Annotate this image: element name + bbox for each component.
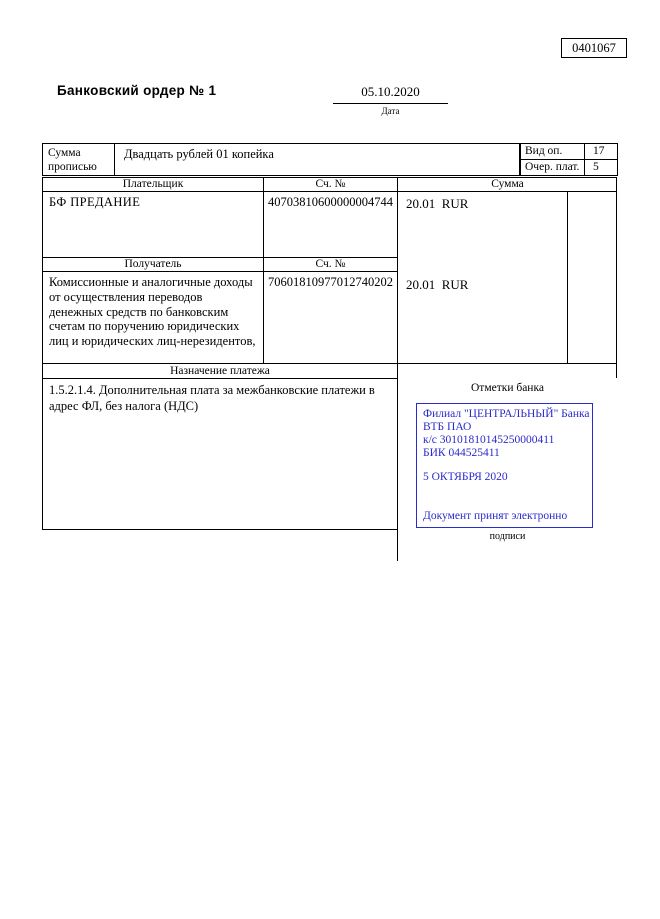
date-value: 05.10.2020: [333, 84, 448, 104]
purpose-header: Назначение платежа: [42, 363, 397, 378]
purpose-header-right-cell: [397, 363, 617, 378]
payment-order-value: 5: [593, 161, 599, 173]
stamp-bank-name-2: ВТБ ПАО: [423, 421, 472, 433]
signatures-label: подписи: [489, 531, 526, 542]
purpose-text: 1.5.2.1.4. Дополнительная плата за межбанковские платежи в адрес ФЛ, без налога (НДС): [42, 378, 398, 530]
recipient-amount: 20.01 RUR: [406, 277, 469, 292]
payer-amount: 20.01 RUR: [406, 196, 469, 211]
op-type-label: Вид оп.: [521, 144, 585, 159]
form-code-box: [561, 38, 627, 58]
document-title: Банковский ордер № 1: [57, 83, 217, 98]
date-block: [333, 84, 448, 116]
amount-extra-column: [567, 191, 617, 363]
stamp-date: 5 ОКТЯБРЯ 2020: [423, 471, 508, 483]
form-code: 0401067: [572, 41, 616, 55]
operation-box: [520, 143, 618, 176]
bank-marks-header: Отметки банка: [471, 382, 544, 394]
stamp-corr-account: к/с 30101810145250000411: [423, 434, 555, 446]
recipient-account: 70601810977012740202: [263, 271, 397, 363]
payment-order-row: [521, 160, 617, 175]
amount-column: [397, 191, 567, 363]
table-right-border: [616, 177, 617, 378]
recipient-name: Комиссионные и аналогичные доходы от осуществления переводов денежных средств по банковским счетам по поручению юридических лиц и юридических лиц-нерезидентов,: [42, 271, 263, 363]
stamp-accepted-note: Документ принят электронно: [423, 510, 568, 522]
sum-in-words-label: Сумма прописью: [43, 144, 115, 175]
sum-in-words-value: Двадцать рублей 01 копейка: [124, 147, 274, 161]
payer-name: БФ ПРЕДАНИЕ: [42, 191, 263, 257]
payer-account-column-header: Сч. №: [263, 177, 397, 191]
payment-order-label: Очер. плат.: [521, 160, 585, 175]
payer-column-header: Плательщик: [42, 177, 263, 191]
recipient-account-column-header: Сч. №: [263, 257, 397, 271]
date-label: Дата: [381, 106, 400, 116]
op-type-row: [521, 144, 617, 160]
stamp-bank-name: Филиал "ЦЕНТРАЛЬНЫЙ" Банка: [423, 408, 590, 420]
stamp-bik: БИК 044525411: [423, 447, 500, 459]
recipient-column-header: Получатель: [42, 257, 263, 271]
amount-column-header: Сумма: [397, 177, 617, 191]
payer-account: 40703810600000004744: [263, 191, 397, 257]
sum-in-words-box: [42, 143, 520, 176]
op-type-value: 17: [593, 145, 605, 157]
bank-stamp: [416, 403, 593, 528]
